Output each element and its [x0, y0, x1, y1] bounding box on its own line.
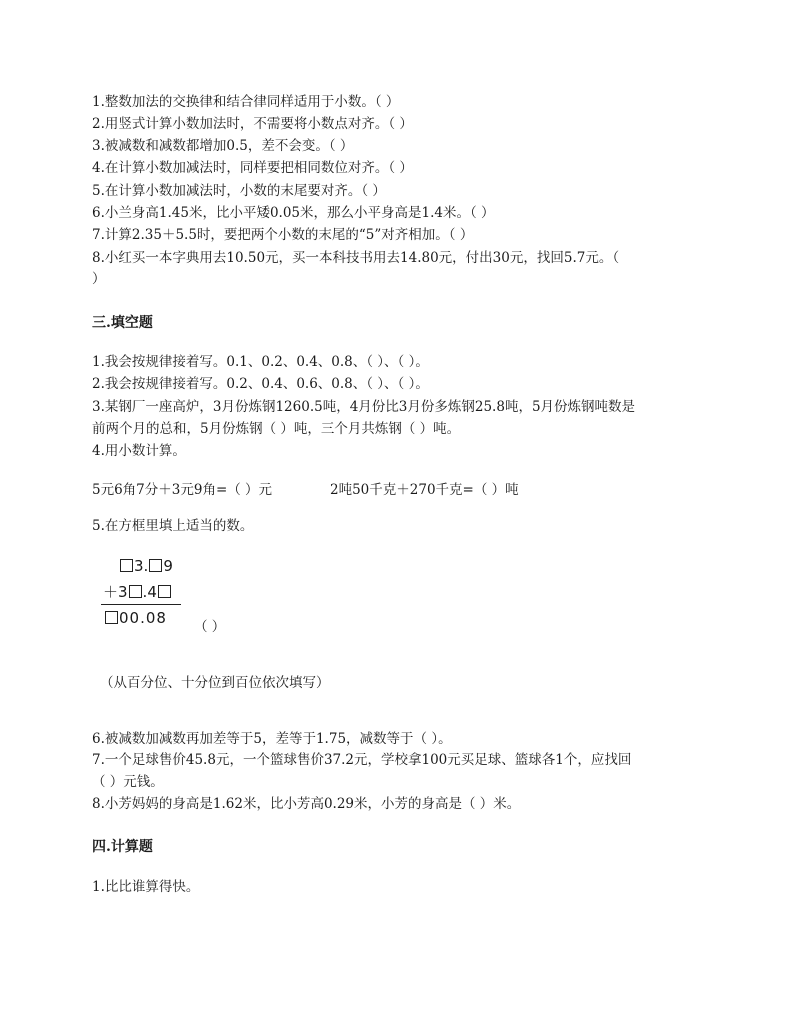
- judge-item-3: 3.被减数和减数都增加0.5，差不会变。（ ）: [92, 138, 354, 154]
- fill-item-7: 7.一个足球售价45.8元，一个篮球售价37.2元，学校拿100元买足球、篮球各1个，应找回: [92, 752, 632, 768]
- calc-left: 5元6角7分＋3元9角=（ ）元: [92, 482, 273, 498]
- fill-note: （从百分位、十分位到百位依次填写）: [100, 675, 330, 691]
- fill-item-3: 3.某钢厂一座高炉，3月份炼钢1260.5吨，4月份比3月份多炼钢25.8吨，5月份炼钢吨数是: [92, 399, 636, 415]
- section3-title: 三.填空题: [92, 315, 153, 331]
- vertical-row-1: 3. 9: [119, 556, 173, 576]
- calc-item-1: 1.比比谁算得快。: [92, 879, 200, 895]
- fill-item-7-cont: （ ）元钱。: [92, 774, 164, 790]
- blank-box: [129, 585, 142, 598]
- fill-item-8: 8.小芳妈妈的身高是1.62米，比小芳高0.29米，小芳的身高是（ ）米。: [92, 796, 521, 812]
- judge-item-2: 2.用竖式计算小数加法时，不需要将小数点对齐。（ ）: [92, 116, 413, 132]
- blank-box: [105, 611, 118, 624]
- judge-item-5: 5.在计算小数加减法时，小数的末尾要对齐。（ ）: [92, 183, 386, 199]
- judge-item-8: 8.小红买一本字典用去10.50元，买一本科技书用去14.80元，付出30元，找回5.7元。（: [92, 250, 620, 266]
- vertical-result: 00.08: [104, 608, 167, 628]
- judge-item-8-cont: ）: [92, 271, 106, 287]
- judge-item-1: 1.整数加法的交换律和结合律同样适用于小数。（ ）: [92, 94, 400, 110]
- blank-box: [120, 559, 133, 572]
- fill-item-4: 4.用小数计算。: [92, 443, 186, 459]
- fill-item-5: 5.在方框里填上适当的数。: [92, 518, 254, 534]
- judge-item-4: 4.在计算小数加减法时，同样要把相同数位对齐。（ ）: [92, 160, 413, 176]
- judge-item-7: 7.计算2.35＋5.5时，要把两个小数的末尾的“5”对齐相加。（ ）: [92, 227, 474, 243]
- fill-item-2: 2.我会按规律接着写。0.2、0.4、0.6、0.8、（ ）、（ ）。: [92, 376, 429, 392]
- vertical-rule: [101, 604, 181, 605]
- fill-item-6: 6.被减数加减数再加差等于5，差等于1.75，减数等于（ ）。: [92, 731, 452, 747]
- calc-right: 2吨50千克＋270千克=（ ）吨: [330, 482, 519, 498]
- blank-box: [149, 559, 162, 572]
- section4-title: 四.计算题: [92, 839, 153, 855]
- vertical-answer-paren: （ ）: [194, 619, 226, 635]
- judge-item-6: 6.小兰身高1.45米，比小平矮0.05米，那么小平身高是1.4米。（ ）: [92, 205, 495, 221]
- blank-box: [158, 585, 171, 598]
- fill-item-1: 1.我会按规律接着写。0.1、0.2、0.4、0.8、（ ）、（ ）。: [92, 354, 429, 370]
- vertical-row-2: ＋3 .4: [103, 582, 172, 602]
- fill-item-3-cont: 前两个月的总和，5月份炼钢（ ）吨，三个月共炼钢（ ）吨。: [92, 421, 461, 437]
